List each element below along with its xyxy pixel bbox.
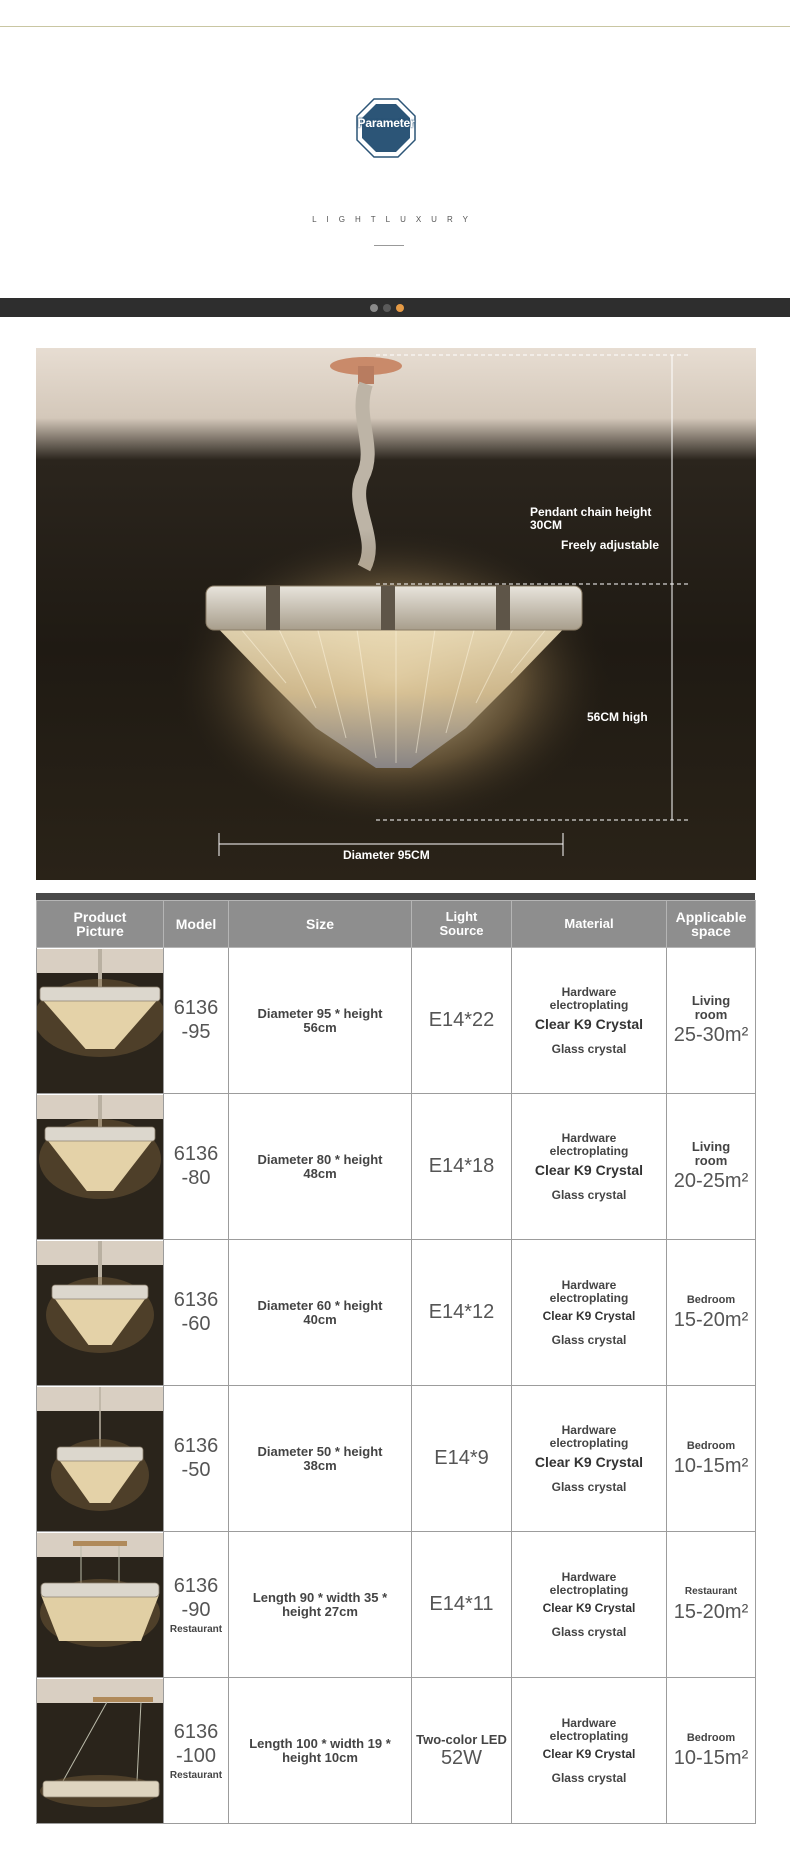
size-cell — [229, 1386, 412, 1532]
light-source-value: E14*22 — [428, 1009, 495, 1031]
applicable-space-cell — [667, 948, 756, 1094]
product-thumbnail — [37, 948, 164, 1094]
material-glass-crystal: Glass crystal — [551, 1332, 627, 1347]
space-area: 15-20m² — [673, 1601, 749, 1623]
size-line2: 48cm — [303, 1165, 337, 1181]
material-electroplating: electroplating — [549, 1582, 629, 1597]
chain-height-line1: Pendant chain height — [530, 505, 652, 519]
size-line1: Length 100 * width 19 * — [249, 1735, 391, 1751]
chandelier-thumbnail-icon — [37, 949, 163, 1093]
badge-label: Parameter — [357, 116, 415, 130]
header-model: Model — [164, 901, 229, 948]
space-name-line1: Living — [691, 1139, 731, 1154]
size-cell — [229, 1240, 412, 1386]
material-cell — [512, 1094, 667, 1240]
material-cell — [512, 1678, 667, 1824]
material-hardware: Hardware — [561, 1715, 617, 1730]
chandelier-thumbnail-icon — [37, 1241, 163, 1385]
model-subtitle: Restaurant — [169, 1624, 223, 1635]
light-source-value: E14*18 — [428, 1155, 495, 1177]
material-cell — [512, 1532, 667, 1678]
material-k9-crystal: Clear K9 Crystal — [534, 1453, 644, 1470]
light-source-value: E14*11 — [429, 1593, 494, 1615]
applicable-space-cell — [667, 1532, 756, 1678]
header-space-line1: Applicable — [675, 909, 747, 925]
header-material: Material — [512, 901, 667, 948]
spec-table — [36, 900, 756, 1824]
table-top-bar — [36, 893, 755, 900]
size-line2: height 27cm — [282, 1603, 358, 1619]
size-line1: Diameter 50 * height — [257, 1443, 383, 1459]
size-line1: Diameter 95 * height — [257, 1005, 383, 1021]
material-glass-crystal: Glass crystal — [551, 1187, 627, 1202]
model-number-line1: 6136 — [173, 996, 219, 1019]
header-applicable-space — [667, 901, 756, 948]
material-k9-crystal: Clear K9 Crystal — [534, 1015, 644, 1032]
material-hardware: Hardware — [561, 984, 617, 999]
space-area: 10-15m² — [673, 1747, 749, 1769]
model-number-line2: -100 — [175, 1745, 217, 1767]
size-line2: height 10cm — [282, 1749, 358, 1765]
size-line1: Diameter 60 * height — [257, 1297, 383, 1313]
size-cell — [229, 1678, 412, 1824]
subtitle-divider — [374, 245, 404, 246]
material-hardware: Hardware — [561, 1569, 617, 1584]
header-product-picture-line2: Picture — [76, 923, 124, 939]
model-cell — [164, 1240, 229, 1386]
space-name-line1: Restaurant — [684, 1586, 738, 1597]
material-cell — [512, 1386, 667, 1532]
space-area: 10-15m² — [673, 1455, 749, 1477]
table-row — [37, 1678, 756, 1824]
light-source-cell — [412, 1240, 512, 1386]
size-line1: Diameter 80 * height — [257, 1151, 383, 1167]
diameter-label: Diameter 95CM — [343, 848, 430, 862]
carousel-dot-3-active[interactable] — [396, 304, 404, 312]
model-cell — [164, 1094, 229, 1240]
space-name-line1: Bedroom — [686, 1732, 736, 1744]
applicable-space-cell — [667, 1678, 756, 1824]
light-source-value: E14*9 — [434, 1447, 489, 1469]
material-k9-crystal: Clear K9 Crystal — [542, 1308, 636, 1323]
material-electroplating: electroplating — [549, 1290, 629, 1305]
product-thumbnail — [37, 1532, 164, 1678]
size-cell — [229, 1094, 412, 1240]
size-line1: Length 90 * width 35 * — [252, 1589, 388, 1605]
size-line2: 38cm — [303, 1457, 337, 1473]
space-name-line1: Bedroom — [686, 1294, 736, 1306]
space-area: 25-30m² — [673, 1024, 749, 1046]
material-electroplating: electroplating — [549, 1143, 629, 1158]
chain-height-label — [530, 506, 651, 532]
light-source-cell — [412, 1532, 512, 1678]
product-thumbnail — [37, 1094, 164, 1240]
space-name-line2: room — [694, 1007, 728, 1022]
product-thumbnail — [37, 1240, 164, 1386]
table-row — [37, 1094, 756, 1240]
applicable-space-cell — [667, 1094, 756, 1240]
table-row — [37, 1386, 756, 1532]
material-k9-crystal: Clear K9 Crystal — [542, 1600, 636, 1615]
header-size: Size — [229, 901, 412, 948]
model-number-line2: -80 — [181, 1166, 211, 1189]
light-source-power: 52W — [440, 1746, 483, 1769]
model-number-line1: 6136 — [173, 1434, 219, 1457]
model-subtitle: Restaurant — [169, 1770, 223, 1781]
space-area: 20-25m² — [673, 1170, 749, 1192]
chandelier-illustration — [36, 348, 756, 880]
header-product-picture — [37, 901, 164, 948]
chandelier-thumbnail-icon — [37, 1533, 163, 1677]
applicable-space-cell — [667, 1240, 756, 1386]
material-glass-crystal: Glass crystal — [551, 1479, 627, 1494]
material-electroplating: electroplating — [549, 997, 629, 1012]
product-thumbnail — [37, 1678, 164, 1824]
model-number-line1: 6136 — [173, 1288, 219, 1311]
material-cell — [512, 948, 667, 1094]
size-line2: 56cm — [303, 1019, 337, 1035]
size-line2: 40cm — [303, 1311, 337, 1327]
carousel-dot-1[interactable] — [370, 304, 378, 312]
material-electroplating: electroplating — [549, 1728, 629, 1743]
light-source-cell — [412, 1094, 512, 1240]
light-source-cell — [412, 948, 512, 1094]
model-number-line2: -90 — [181, 1599, 211, 1621]
material-hardware: Hardware — [561, 1277, 617, 1292]
chain-height-line2: 30CM — [530, 518, 563, 532]
material-k9-crystal: Clear K9 Crystal — [542, 1746, 636, 1761]
light-source-type: Two-color LED — [416, 1731, 507, 1747]
applicable-space-cell — [667, 1386, 756, 1532]
size-cell — [229, 948, 412, 1094]
light-source-cell — [412, 1678, 512, 1824]
header-space-line2: space — [691, 923, 731, 939]
header-light-source — [412, 901, 512, 948]
chandelier-thumbnail-icon — [37, 1095, 163, 1239]
space-name-line1: Living — [691, 993, 731, 1008]
material-hardware: Hardware — [561, 1130, 617, 1145]
material-glass-crystal: Glass crystal — [551, 1624, 627, 1639]
product-thumbnail — [37, 1386, 164, 1532]
carousel-bar — [0, 298, 790, 317]
height-label: 56CM high — [587, 710, 648, 724]
material-glass-crystal: Glass crystal — [551, 1770, 627, 1785]
chain-adjustable-label: Freely adjustable — [561, 538, 660, 552]
model-cell — [164, 1678, 229, 1824]
model-number-line1: 6136 — [173, 1721, 219, 1743]
material-hardware: Hardware — [561, 1422, 617, 1437]
chandelier-thumbnail-icon — [37, 1387, 163, 1531]
material-k9-crystal: Clear K9 Crystal — [534, 1161, 644, 1178]
model-number-line2: -50 — [181, 1458, 211, 1481]
model-number-line1: 6136 — [173, 1142, 219, 1165]
model-cell — [164, 948, 229, 1094]
material-glass-crystal: Glass crystal — [551, 1041, 627, 1056]
light-source-cell — [412, 1386, 512, 1532]
product-photo — [36, 348, 756, 880]
model-cell — [164, 1532, 229, 1678]
header-light-line2: Source — [439, 923, 484, 938]
carousel-dot-2[interactable] — [383, 304, 391, 312]
model-number-line2: -60 — [181, 1312, 211, 1335]
material-electroplating: electroplating — [549, 1435, 629, 1450]
space-name-line2: room — [694, 1153, 728, 1168]
header-product-picture-line1: Product — [73, 909, 127, 925]
table-row — [37, 1532, 756, 1678]
space-name-line1: Bedroom — [686, 1440, 736, 1452]
page-subtitle: LIGHTLUXURY — [312, 215, 478, 224]
table-row — [37, 1240, 756, 1386]
table-row — [37, 948, 756, 1094]
chandelier-thumbnail-icon — [37, 1679, 163, 1823]
header-light-line1: Light — [445, 909, 478, 924]
light-source-value: E14*12 — [428, 1301, 495, 1323]
model-number-line1: 6136 — [173, 1575, 219, 1597]
table-header-row — [37, 901, 756, 948]
size-cell — [229, 1532, 412, 1678]
model-number-line2: -95 — [181, 1020, 211, 1043]
model-cell — [164, 1386, 229, 1532]
top-divider — [0, 26, 790, 27]
material-cell — [512, 1240, 667, 1386]
space-area: 15-20m² — [673, 1309, 749, 1331]
